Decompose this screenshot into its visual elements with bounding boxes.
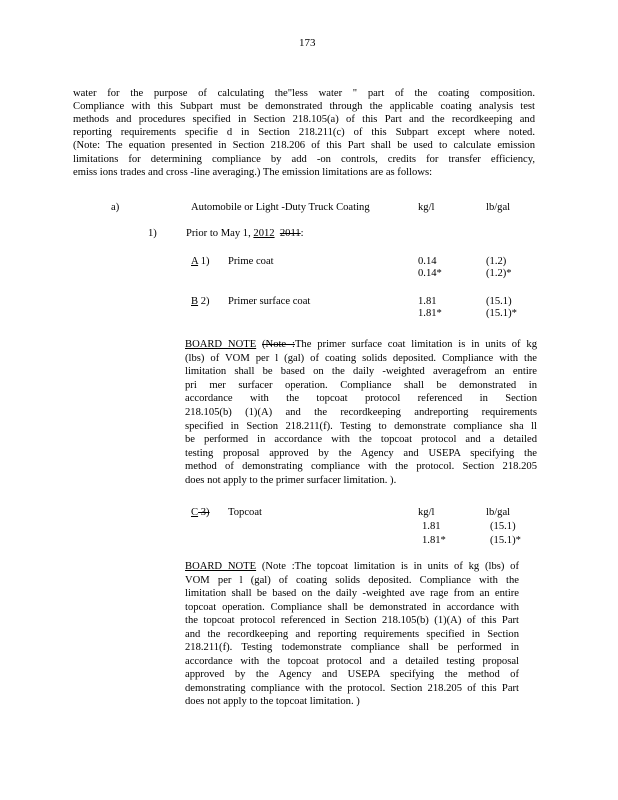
item-1-text — [186, 228, 304, 239]
topcoat-name: Topcoat — [228, 507, 262, 518]
note1-line: (lbs) of VOM per l (gal) of coating solids deposited. Compliance with the — [185, 352, 537, 364]
item-1-text-post: : — [300, 228, 304, 239]
primer-coat-label — [191, 256, 210, 267]
note2-line: limitation shall be based on the daily -weighted ave rage from an entire — [185, 588, 519, 599]
topcoat-label-ins: C — [191, 507, 199, 518]
item-1-text-pre: Prior to May 1, — [186, 228, 254, 239]
primer-surface-name: Primer surface coat — [228, 296, 311, 307]
topcoat-lb-2: (15.1)* — [490, 535, 521, 546]
primer-coat-label-ins: A — [191, 256, 199, 267]
primer-surface-label — [191, 296, 210, 307]
section-a-label: a) — [111, 202, 120, 213]
topcoat-lb-1: (15.1) — [490, 521, 516, 532]
item-1-label: 1) — [148, 228, 157, 239]
note1-line: be performed in accordance with the topcoat protocol and a detailed — [185, 434, 537, 446]
note1-line: accordance with the topcoat protocol referenced in Section — [185, 393, 537, 405]
intro-line: methods and procedures specified in Section 218.105(a) of this Part and the recordkeeping and — [73, 114, 535, 126]
topcoat-kg-1: 1.81 — [422, 521, 441, 532]
section-a-unit-kg: kg/l — [418, 202, 435, 213]
note1-line: pri mer surfacer operation. Compliance shall be demonstrated in — [185, 379, 537, 391]
note1-board-note-inserted: BOARD NOTE — [185, 339, 257, 350]
note1-line: testing proposal approved by the Agency and USEPA specifying the — [185, 447, 537, 459]
topcoat-kg-2: 1.81* — [422, 535, 446, 546]
intro-line: emiss ions trades and cross -line averaging.) The emission limitations are as follows: — [73, 166, 433, 178]
primer-coat-label-rest: 1) — [198, 256, 210, 267]
section-a-title: Automobile or Light -Duty Truck Coating — [191, 202, 370, 213]
intro-line: Compliance with this Subpart must be demonstrated through the applicable coating analysis test — [73, 101, 535, 113]
topcoat-unit-kg: kg/l — [418, 507, 435, 518]
topcoat-label-del: 3) — [198, 507, 210, 518]
page-number: 173 — [299, 37, 316, 49]
note1-line: 218.105(b) (1)(A) and the recordkeeping andreporting requirements — [185, 407, 537, 418]
topcoat-label — [191, 507, 210, 518]
intro-line: (Note: The equation presented in Section 218.206 of this Part shall be used to calculate emission — [73, 140, 535, 152]
intro-line: limitations for determining compliance by add -on controls, credits for transfer efficiency, — [73, 153, 535, 165]
note2-line: accordance with the topcoat protocol and a detailed testing proposal — [185, 655, 519, 667]
note2-line — [185, 561, 519, 573]
primer-coat-lb-1: (1.2) — [486, 256, 507, 267]
primer-surface-kg-1: 1.81 — [418, 296, 437, 307]
item-1-deleted-year: 2011 — [279, 228, 301, 239]
primer-surface-label-ins: B — [191, 296, 199, 307]
note2-line: VOM per l (gal) of coating solids deposited. Compliance with the — [185, 574, 519, 586]
primer-coat-name: Prime coat — [228, 256, 274, 267]
topcoat-unit-lb: lb/gal — [486, 507, 511, 518]
note2-line-text: (Note :The topcoat limitation is in units of kg (lbs) of — [261, 561, 519, 572]
intro-line: reporting requirements specifie d in Section 218.211(c) of this Subpart except where noted. — [73, 127, 535, 139]
note1-line: specified in Section 218.211(f). Testing to demonstrate compliance sha ll — [185, 420, 537, 432]
primer-coat-kg-1: 0.14 — [418, 256, 437, 267]
note2-line: topcoat operation. Compliance shall be demonstrated in accordance with — [185, 601, 519, 613]
primer-coat-lb-2: (1.2)* — [486, 268, 512, 279]
note2-line: demonstrating compliance with the protocol. Section 218.205 of this Part — [185, 682, 519, 694]
note1-line — [185, 339, 537, 351]
note1-line: limitation shall be based on the daily -weighted averagefrom an entire — [185, 366, 537, 378]
item-1-inserted-year: 2012 — [253, 228, 275, 239]
note2-line: and the recordkeeping and reporting requirements specified in Section — [185, 628, 519, 640]
note2-line: approved by the Agency and USEPA specifying the method of — [185, 669, 519, 680]
note2-line: the topcoat protocol referenced in Section 218.105(b) (1)(A) of this Part — [185, 615, 519, 626]
intro-line: water for the purpose of calculating the"less water " part of the coating composition. — [73, 88, 535, 99]
note1-line: does not apply to the primer surfacer limitation. ). — [185, 475, 397, 486]
note2-line: 218.211(f). Testing todemonstrate compliance shall be performed in — [185, 642, 519, 653]
note1-line-text: The primer surface coat limitation is in units of kg — [294, 339, 537, 350]
primer-surface-kg-2: 1.81* — [418, 308, 442, 319]
note1-note-deleted: (Note : — [262, 339, 295, 350]
section-a-unit-lb: lb/gal — [486, 202, 511, 213]
primer-surface-label-rest: 2) — [198, 296, 210, 307]
note2-board-note-inserted: BOARD NOTE — [185, 561, 257, 572]
primer-surface-lb-1: (15.1) — [486, 296, 512, 307]
note2-line: does not apply to the topcoat limitation. ) — [185, 696, 360, 707]
note1-line: method of demonstrating compliance with the protocol. Section 218.205 — [185, 461, 537, 473]
primer-coat-kg-2: 0.14* — [418, 268, 442, 279]
primer-surface-lb-2: (15.1)* — [486, 308, 517, 319]
